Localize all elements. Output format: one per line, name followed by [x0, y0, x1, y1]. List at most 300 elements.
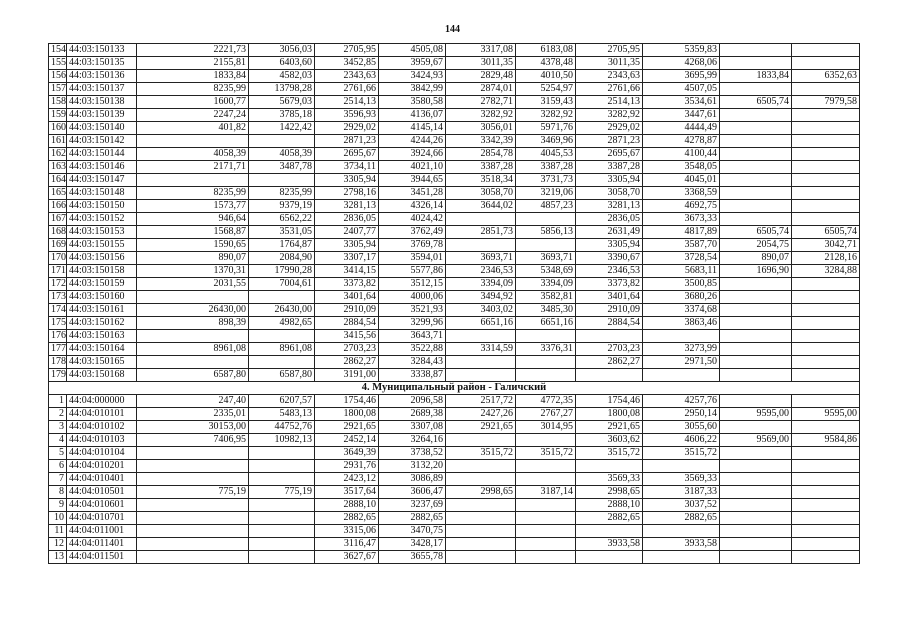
value-cell: 5359,83	[643, 44, 720, 57]
value-cell	[720, 512, 792, 525]
cadastral-code-cell: 44:04:011501	[67, 551, 137, 564]
value-cell: 17990,28	[249, 265, 315, 278]
value-cell	[792, 343, 860, 356]
value-cell: 3452,85	[315, 57, 379, 70]
table-row	[49, 330, 860, 343]
row-number-cell: 167	[49, 213, 67, 226]
value-cell: 2851,73	[446, 226, 516, 239]
value-cell	[792, 200, 860, 213]
value-cell	[643, 369, 720, 382]
cadastral-code-cell: 44:04:010701	[67, 512, 137, 525]
value-cell: 3401,64	[315, 291, 379, 304]
value-cell: 44752,76	[249, 421, 315, 434]
value-cell: 2335,01	[137, 408, 249, 421]
value-cell	[137, 525, 249, 538]
cadastral-code-cell: 44:03:150158	[67, 265, 137, 278]
value-cell: 2921,65	[315, 421, 379, 434]
row-number-cell: 3	[49, 421, 67, 434]
value-cell: 3693,71	[446, 252, 516, 265]
value-cell: 4024,42	[379, 213, 446, 226]
table-row	[49, 343, 860, 356]
value-cell: 3515,72	[446, 447, 516, 460]
value-cell: 2971,50	[643, 356, 720, 369]
table-row	[49, 226, 860, 239]
value-cell	[720, 395, 792, 408]
value-cell	[720, 174, 792, 187]
table-row	[49, 447, 860, 460]
value-cell	[576, 460, 643, 473]
value-cell	[249, 291, 315, 304]
cadastral-code-cell: 44:03:150159	[67, 278, 137, 291]
value-cell: 890,07	[137, 252, 249, 265]
value-cell: 2703,23	[315, 343, 379, 356]
table-row	[49, 434, 860, 447]
value-cell: 2854,78	[446, 148, 516, 161]
value-cell	[720, 538, 792, 551]
value-cell: 4507,05	[643, 83, 720, 96]
value-cell	[792, 135, 860, 148]
value-cell: 2767,27	[516, 408, 576, 421]
value-cell: 3731,73	[516, 174, 576, 187]
value-cell	[792, 187, 860, 200]
value-cell	[792, 278, 860, 291]
value-cell: 6505,74	[720, 226, 792, 239]
value-cell	[516, 369, 576, 382]
value-cell: 1800,08	[576, 408, 643, 421]
row-number-cell: 8	[49, 486, 67, 499]
value-cell: 2882,65	[576, 512, 643, 525]
value-cell: 1833,84	[720, 70, 792, 83]
value-cell: 3338,87	[379, 369, 446, 382]
value-cell	[720, 499, 792, 512]
value-cell: 3281,13	[315, 200, 379, 213]
cadastral-code-cell: 44:04:010501	[67, 486, 137, 499]
value-cell: 1422,42	[249, 122, 315, 135]
value-cell: 3487,78	[249, 161, 315, 174]
value-cell	[576, 525, 643, 538]
value-cell	[792, 395, 860, 408]
value-cell	[249, 356, 315, 369]
value-cell	[137, 174, 249, 187]
value-cell: 3373,82	[576, 278, 643, 291]
value-cell: 2221,73	[137, 44, 249, 57]
value-cell: 3011,35	[446, 57, 516, 70]
row-number-cell: 9	[49, 499, 67, 512]
value-cell	[137, 330, 249, 343]
value-cell: 3769,78	[379, 239, 446, 252]
value-cell	[137, 499, 249, 512]
value-cell: 3282,92	[446, 109, 516, 122]
row-number-cell: 4	[49, 434, 67, 447]
value-cell: 4058,39	[249, 148, 315, 161]
value-cell	[720, 356, 792, 369]
value-cell: 4010,50	[516, 70, 576, 83]
value-cell: 6587,80	[137, 369, 249, 382]
section-title: 4. Муниципальный район - Галичский	[49, 382, 860, 395]
value-cell	[792, 304, 860, 317]
row-number-cell: 176	[49, 330, 67, 343]
row-number-cell: 155	[49, 57, 67, 70]
value-cell: 3219,06	[516, 187, 576, 200]
value-cell: 946,64	[137, 213, 249, 226]
table-row	[49, 486, 860, 499]
value-cell: 3387,28	[576, 161, 643, 174]
value-cell: 4045,53	[516, 148, 576, 161]
value-cell: 1833,84	[137, 70, 249, 83]
value-cell: 3515,72	[643, 447, 720, 460]
section-header-row	[49, 382, 860, 395]
value-cell: 2929,02	[315, 122, 379, 135]
value-cell: 10982,13	[249, 434, 315, 447]
value-cell: 3521,93	[379, 304, 446, 317]
value-cell	[446, 551, 516, 564]
value-cell	[516, 525, 576, 538]
value-cell	[446, 239, 516, 252]
table-row	[49, 369, 860, 382]
value-cell: 3314,59	[446, 343, 516, 356]
value-cell: 3924,66	[379, 148, 446, 161]
value-cell	[720, 460, 792, 473]
value-cell: 3368,59	[643, 187, 720, 200]
value-cell	[720, 187, 792, 200]
value-cell: 8235,99	[249, 187, 315, 200]
cadastral-code-cell: 44:03:150139	[67, 109, 137, 122]
row-number-cell: 173	[49, 291, 67, 304]
value-cell: 4326,14	[379, 200, 446, 213]
value-cell: 2705,95	[315, 44, 379, 57]
value-cell: 775,19	[137, 486, 249, 499]
value-cell: 2921,65	[446, 421, 516, 434]
cadastral-code-cell: 44:03:150152	[67, 213, 137, 226]
value-cell	[249, 499, 315, 512]
value-cell: 3401,64	[576, 291, 643, 304]
cadastral-code-cell: 44:04:010103	[67, 434, 137, 447]
value-cell: 6403,60	[249, 57, 315, 70]
row-number-cell: 154	[49, 44, 67, 57]
value-cell: 8961,08	[137, 343, 249, 356]
value-cell	[446, 538, 516, 551]
value-cell: 3281,13	[576, 200, 643, 213]
table-row	[49, 239, 860, 252]
value-cell: 3649,39	[315, 447, 379, 460]
value-cell: 3627,67	[315, 551, 379, 564]
row-number-cell: 172	[49, 278, 67, 291]
row-number-cell: 1	[49, 395, 67, 408]
value-cell: 3944,65	[379, 174, 446, 187]
value-cell: 2910,09	[315, 304, 379, 317]
value-cell: 5577,86	[379, 265, 446, 278]
value-cell	[446, 460, 516, 473]
value-cell	[249, 538, 315, 551]
table-row	[49, 44, 860, 57]
value-cell	[792, 460, 860, 473]
value-cell	[576, 330, 643, 343]
table-row	[49, 161, 860, 174]
value-cell: 6183,08	[516, 44, 576, 57]
row-number-cell: 177	[49, 343, 67, 356]
value-cell: 3317,08	[446, 44, 516, 57]
value-cell: 1696,90	[720, 265, 792, 278]
value-cell: 3959,67	[379, 57, 446, 70]
value-cell: 4378,48	[516, 57, 576, 70]
value-cell	[446, 213, 516, 226]
value-cell	[792, 330, 860, 343]
value-cell: 3055,60	[643, 421, 720, 434]
value-cell: 1600,77	[137, 96, 249, 109]
value-cell	[516, 551, 576, 564]
value-cell	[137, 551, 249, 564]
value-cell	[792, 44, 860, 57]
value-cell	[249, 512, 315, 525]
value-cell	[792, 57, 860, 70]
value-cell: 898,39	[137, 317, 249, 330]
cadastral-code-cell: 44:03:150156	[67, 252, 137, 265]
table-row	[49, 512, 860, 525]
cadastral-code-cell: 44:03:150161	[67, 304, 137, 317]
value-cell: 3284,88	[792, 265, 860, 278]
value-cell: 3447,61	[643, 109, 720, 122]
table-row	[49, 135, 860, 148]
value-cell: 26430,00	[249, 304, 315, 317]
table-row	[49, 109, 860, 122]
table-row	[49, 421, 860, 434]
table-row	[49, 395, 860, 408]
value-cell: 2782,71	[446, 96, 516, 109]
table-row	[49, 70, 860, 83]
row-number-cell: 169	[49, 239, 67, 252]
value-cell	[792, 499, 860, 512]
value-cell: 3548,05	[643, 161, 720, 174]
row-number-cell: 6	[49, 460, 67, 473]
value-cell: 8961,08	[249, 343, 315, 356]
value-cell: 3387,28	[446, 161, 516, 174]
value-cell: 13798,28	[249, 83, 315, 96]
value-cell: 2517,72	[446, 395, 516, 408]
value-cell: 3387,28	[516, 161, 576, 174]
value-cell: 3058,70	[446, 187, 516, 200]
value-cell: 4100,44	[643, 148, 720, 161]
cadastral-code-cell: 44:04:010102	[67, 421, 137, 434]
value-cell	[792, 213, 860, 226]
value-cell	[792, 174, 860, 187]
value-cell: 4045,01	[643, 174, 720, 187]
table-row	[49, 304, 860, 317]
value-cell: 7406,95	[137, 434, 249, 447]
value-cell: 2155,81	[137, 57, 249, 70]
value-cell: 3342,39	[446, 135, 516, 148]
value-cell: 4278,87	[643, 135, 720, 148]
value-cell	[720, 148, 792, 161]
value-cell	[137, 356, 249, 369]
value-cell: 9379,19	[249, 200, 315, 213]
value-cell: 3264,16	[379, 434, 446, 447]
cadastral-code-cell: 44:04:010201	[67, 460, 137, 473]
table-row	[49, 473, 860, 486]
value-cell	[792, 512, 860, 525]
row-number-cell: 159	[49, 109, 67, 122]
value-cell: 4268,06	[643, 57, 720, 70]
cadastral-code-cell: 44:03:150168	[67, 369, 137, 382]
value-cell: 3515,72	[516, 447, 576, 460]
value-cell: 9595,00	[792, 408, 860, 421]
value-cell: 4817,89	[643, 226, 720, 239]
cadastral-code-cell: 44:04:010601	[67, 499, 137, 512]
cadastral-code-cell: 44:04:010104	[67, 447, 137, 460]
row-number-cell: 166	[49, 200, 67, 213]
cadastral-code-cell: 44:04:000000	[67, 395, 137, 408]
value-cell: 3315,06	[315, 525, 379, 538]
value-cell: 2888,10	[576, 499, 643, 512]
row-number-cell: 178	[49, 356, 67, 369]
cadastral-code-cell: 44:03:150163	[67, 330, 137, 343]
row-number-cell: 12	[49, 538, 67, 551]
value-cell: 2882,65	[315, 512, 379, 525]
value-cell: 3307,17	[315, 252, 379, 265]
value-cell	[446, 512, 516, 525]
value-cell: 3403,02	[446, 304, 516, 317]
value-cell: 3273,99	[643, 343, 720, 356]
value-cell: 3394,09	[446, 278, 516, 291]
value-cell: 2452,14	[315, 434, 379, 447]
value-cell: 3056,03	[249, 44, 315, 57]
table-row	[49, 538, 860, 551]
value-cell: 3037,52	[643, 499, 720, 512]
value-cell: 3863,46	[643, 317, 720, 330]
value-cell: 5348,69	[516, 265, 576, 278]
value-cell: 3305,94	[576, 174, 643, 187]
value-cell: 9595,00	[720, 408, 792, 421]
value-cell	[516, 512, 576, 525]
value-cell	[720, 122, 792, 135]
value-cell: 1764,87	[249, 239, 315, 252]
table-row	[49, 252, 860, 265]
row-number-cell: 168	[49, 226, 67, 239]
value-cell: 2514,13	[576, 96, 643, 109]
row-number-cell: 179	[49, 369, 67, 382]
value-cell: 4444,49	[643, 122, 720, 135]
value-cell: 247,40	[137, 395, 249, 408]
value-cell	[792, 148, 860, 161]
row-number-cell: 7	[49, 473, 67, 486]
value-cell: 4021,10	[379, 161, 446, 174]
cadastral-code-cell: 44:04:010401	[67, 473, 137, 486]
table-row	[49, 174, 860, 187]
value-cell: 2247,24	[137, 109, 249, 122]
cadastral-code-cell: 44:03:150142	[67, 135, 137, 148]
cadastral-code-cell: 44:03:150150	[67, 200, 137, 213]
value-cell: 2871,23	[576, 135, 643, 148]
value-cell: 3305,94	[315, 239, 379, 252]
value-cell	[643, 551, 720, 564]
value-cell	[792, 161, 860, 174]
value-cell	[137, 473, 249, 486]
value-cell: 3305,94	[576, 239, 643, 252]
value-cell: 3500,85	[643, 278, 720, 291]
value-cell: 4982,65	[249, 317, 315, 330]
value-cell: 2705,95	[576, 44, 643, 57]
table-row	[49, 187, 860, 200]
value-cell: 5856,13	[516, 226, 576, 239]
value-cell: 2703,23	[576, 343, 643, 356]
value-cell: 3428,17	[379, 538, 446, 551]
page-number: 144	[445, 24, 460, 35]
value-cell: 2798,16	[315, 187, 379, 200]
value-cell: 4772,35	[516, 395, 576, 408]
cadastral-code-cell: 44:03:150164	[67, 343, 137, 356]
value-cell	[516, 473, 576, 486]
value-cell: 2695,67	[315, 148, 379, 161]
value-cell: 5483,13	[249, 408, 315, 421]
value-cell	[516, 213, 576, 226]
value-cell	[720, 291, 792, 304]
cadastral-code-cell: 44:03:150153	[67, 226, 137, 239]
value-cell	[720, 330, 792, 343]
value-cell	[792, 421, 860, 434]
value-cell: 3518,34	[446, 174, 516, 187]
row-number-cell: 164	[49, 174, 67, 187]
cadastral-code-cell: 44:04:011401	[67, 538, 137, 551]
value-cell: 3305,94	[315, 174, 379, 187]
value-cell: 3842,99	[379, 83, 446, 96]
table-row	[49, 83, 860, 96]
value-cell	[643, 525, 720, 538]
value-cell: 3569,33	[643, 473, 720, 486]
value-cell: 2761,66	[315, 83, 379, 96]
value-cell: 2829,48	[446, 70, 516, 83]
value-cell	[576, 551, 643, 564]
table-row	[49, 499, 860, 512]
value-cell: 3517,64	[315, 486, 379, 499]
value-cell: 6651,16	[446, 317, 516, 330]
value-cell: 3522,88	[379, 343, 446, 356]
value-cell: 3374,68	[643, 304, 720, 317]
value-cell: 3116,47	[315, 538, 379, 551]
table-row	[49, 148, 860, 161]
value-cell: 2343,63	[576, 70, 643, 83]
value-cell: 5679,03	[249, 96, 315, 109]
value-cell	[792, 538, 860, 551]
value-cell	[792, 447, 860, 460]
value-cell	[137, 538, 249, 551]
value-cell: 3282,92	[516, 109, 576, 122]
value-cell: 2128,16	[792, 252, 860, 265]
value-cell	[792, 291, 860, 304]
value-cell: 3191,00	[315, 369, 379, 382]
table-row	[49, 57, 860, 70]
value-cell: 8235,99	[137, 83, 249, 96]
value-cell	[720, 473, 792, 486]
value-cell: 2882,65	[643, 512, 720, 525]
table-row	[49, 265, 860, 278]
value-cell: 2054,75	[720, 239, 792, 252]
value-cell	[516, 330, 576, 343]
value-cell: 5254,97	[516, 83, 576, 96]
value-cell: 2695,67	[576, 148, 643, 161]
value-cell: 1754,46	[315, 395, 379, 408]
value-cell: 2346,53	[446, 265, 516, 278]
value-cell: 1800,08	[315, 408, 379, 421]
value-cell	[446, 369, 516, 382]
value-cell: 6352,63	[792, 70, 860, 83]
value-cell	[720, 57, 792, 70]
value-cell: 5683,11	[643, 265, 720, 278]
value-cell: 3376,31	[516, 343, 576, 356]
value-cell: 3512,15	[379, 278, 446, 291]
value-cell: 3534,61	[643, 96, 720, 109]
value-cell: 6207,57	[249, 395, 315, 408]
value-cell	[516, 434, 576, 447]
value-cell: 3603,62	[576, 434, 643, 447]
